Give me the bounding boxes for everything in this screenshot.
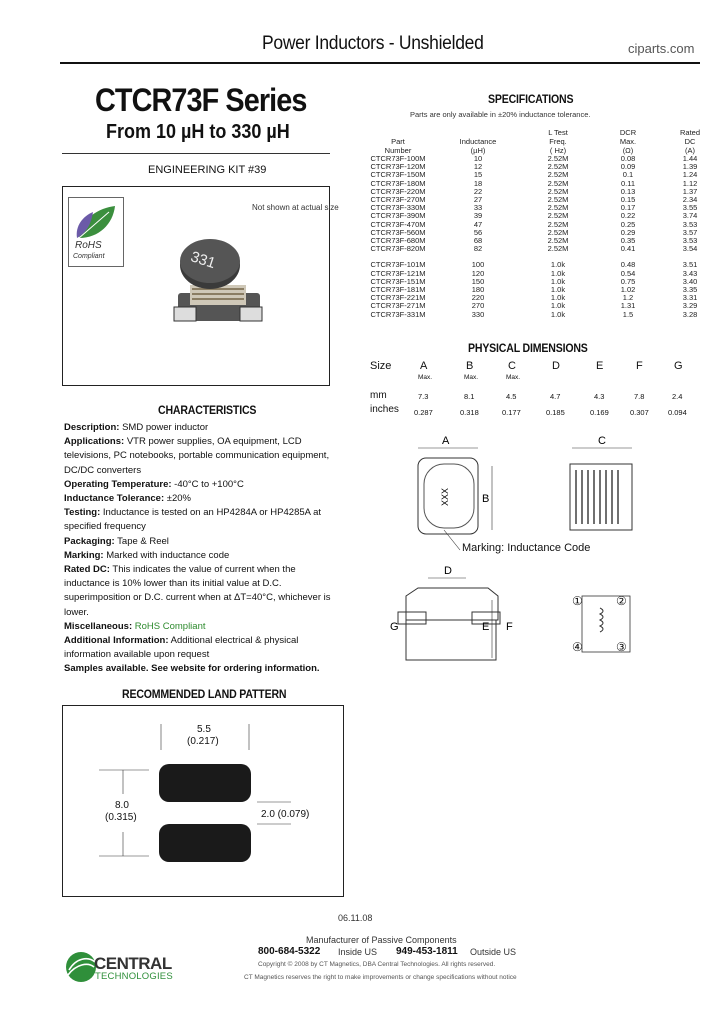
spec-cell: 0.48 (620, 260, 636, 270)
tolerance-note: Parts are only available in ±20% inductance tolerance. (410, 110, 591, 119)
characteristic-value: SMD power inductor (122, 422, 209, 433)
spec-cell: 2.52M (547, 178, 569, 188)
spec-column-header: Max. (619, 137, 637, 146)
rohs-badge (68, 197, 124, 267)
spec-cell: 1.0k (550, 276, 566, 286)
spec-cell: CTCR73F-820M (370, 244, 426, 254)
characteristic-value: Additional electrical & physical information available upon request (64, 635, 299, 661)
spec-cell: 0.15 (620, 195, 636, 205)
svg-text:C: C (598, 435, 606, 447)
spec-column-header: L Test (548, 128, 568, 137)
spec-cell: 68 (473, 236, 483, 246)
copyright: Copyright © 2008 by CT Magnetics, DBA Central Technologies. All rights reserved. (258, 961, 496, 968)
side-view-drawing (562, 432, 642, 532)
spec-cell: 3.35 (682, 285, 698, 295)
spec-cell: 0.11 (620, 178, 636, 188)
central-logo-icon (64, 950, 98, 984)
size-label: Size (370, 360, 392, 372)
not-shown-note: Not shown at actual size (252, 203, 339, 212)
spec-cell: 220 (471, 293, 485, 303)
spec-cell: 150 (471, 276, 485, 286)
spec-cell: 2.52M (547, 195, 569, 205)
mm-value: 4.7 (550, 392, 561, 401)
characteristic-item (64, 620, 332, 634)
spec-column-header: Freq. (549, 137, 567, 146)
spec-cell: 3.51 (682, 260, 698, 270)
spec-cell: 2.52M (547, 186, 569, 196)
spec-cell: 15 (473, 170, 483, 180)
inch-value: 0.094 (668, 408, 687, 417)
spec-cell: 330 (471, 309, 485, 319)
characteristic-label: Additional Information: (64, 635, 169, 647)
specifications-table (362, 128, 718, 319)
characteristic-value: Inductance is tested on an HP4284A or HP4285A at specified frequency (64, 507, 322, 533)
characteristic-value: This indicates the value of current when the inductance is 10% lower than its initial value at D.C. superimposition or D.C. current when at ΔT=40°C, whichever is lower. (64, 564, 331, 618)
spec-cell: CTCR73F-150M (370, 170, 426, 180)
spec-cell: 1.0k (550, 309, 566, 319)
spec-column-header: Part (391, 137, 405, 146)
spec-row (362, 245, 718, 257)
spec-cell: 1.0k (550, 268, 566, 278)
document-title: Power Inductors - Unshielded (262, 33, 484, 54)
svg-text:G: G (390, 621, 399, 633)
inch-value: 0.169 (590, 408, 609, 417)
characteristic-value: VTR power supplies, OA equipment, LCD televisions, PC notebooks, portable communication equipment, DC/DC converters (64, 436, 330, 476)
spec-cell: CTCR73F-121M (370, 268, 426, 278)
inch-value: 0.307 (630, 408, 649, 417)
spec-cell: 0.22 (620, 211, 636, 221)
manufacturer-line: Manufacturer of Passive Components (306, 935, 457, 945)
characteristic-item (64, 421, 332, 435)
characteristic-item (64, 492, 332, 506)
spec-cell: 1.02 (620, 285, 636, 295)
physical-dimensions-heading: PHYSICAL DIMENSIONS (468, 341, 588, 355)
characteristic-label: Rated DC: (64, 564, 110, 576)
xxx-marking: XXX (440, 487, 450, 506)
characteristic-item (64, 563, 332, 620)
spec-column-header: DCR (619, 128, 637, 137)
pin-4-label: ④ (572, 640, 583, 654)
characteristic-item (64, 634, 332, 662)
spec-cell: 1.0k (550, 285, 566, 295)
spec-cell: 0.09 (620, 162, 636, 172)
spec-column-header: (µH) (470, 146, 486, 155)
max-label: Max. (418, 374, 433, 381)
spec-cell: CTCR73F-181M (370, 285, 426, 295)
engineering-kit: ENGINEERING KIT #39 (148, 164, 267, 176)
spec-cell: 180 (471, 285, 485, 295)
land-width-mm: 5.5 (197, 724, 211, 735)
inch-value: 0.177 (502, 408, 521, 417)
spec-column-header (434, 128, 522, 137)
svg-text:F: F (506, 621, 513, 633)
site-link[interactable]: ciparts.com (628, 41, 695, 56)
characteristic-value: Tape & Reel (117, 535, 169, 547)
dimension-column: F (636, 360, 643, 372)
svg-text:E: E (482, 621, 490, 633)
characteristic-label: Operating Temperature: (64, 478, 172, 490)
spec-cell: 2.52M (547, 203, 569, 213)
spec-column-header: Number (384, 146, 412, 155)
spec-cell: 1.37 (682, 186, 698, 196)
spec-cell: 3.53 (682, 219, 698, 229)
series-title: CTCR73F Series (95, 82, 307, 118)
spec-column-header (362, 128, 434, 137)
inches-label: inches (370, 404, 399, 415)
characteristic-value: ±20% (166, 493, 192, 505)
spec-cell: 2.52M (547, 244, 569, 254)
spec-cell: 82 (473, 244, 483, 254)
spec-cell: 3.28 (682, 309, 698, 319)
spec-cell: 1.0k (550, 260, 566, 270)
mm-value: 4.3 (594, 392, 605, 401)
inductor-marking: 331 (188, 248, 218, 273)
spec-column-header: (A) (685, 146, 695, 155)
characteristics-heading: CHARACTERISTICS (158, 403, 257, 417)
inside-us-label: Inside US (338, 947, 378, 957)
inch-value: 0.185 (546, 408, 565, 417)
spec-cell: 0.08 (620, 154, 636, 163)
spec-cell: CTCR73F-120M (370, 162, 426, 172)
physical-dimensions-table (370, 358, 700, 418)
characteristic-item (64, 549, 332, 563)
dimension-column: C (508, 360, 516, 372)
characteristic-item (64, 662, 332, 676)
svg-text:A: A (442, 435, 450, 447)
spec-column-header: ( Hz) (549, 146, 567, 155)
spec-cell: 12 (473, 162, 483, 172)
spec-cell: 0.1 (622, 170, 634, 180)
spec-cell: CTCR73F-100M (370, 154, 426, 163)
mm-label: mm (370, 390, 387, 401)
land-height-mm: 8.0 (115, 800, 129, 811)
characteristic-item (64, 535, 332, 549)
spec-cell: 3.53 (682, 236, 698, 246)
spec-cell: 2.52M (547, 170, 569, 180)
dimension-column: G (674, 360, 683, 372)
spec-cell: 1.0k (550, 293, 566, 303)
spec-cell: 1.12 (682, 178, 698, 188)
spec-cell: 2.52M (547, 154, 569, 163)
svg-text:B: B (482, 493, 490, 505)
characteristic-label: Inductance Tolerance: (64, 493, 165, 505)
spec-cell: 2.52M (547, 162, 569, 172)
spec-cell: CTCR73F-470M (370, 219, 426, 229)
disclaimer: CT Magnetics reserves the right to make improvements or change specifications without notice (244, 974, 517, 981)
logo-central: CENTRAL (94, 954, 172, 973)
spec-row (362, 311, 718, 319)
spec-cell: 3.74 (682, 211, 698, 221)
characteristic-value: RoHS Compliant (134, 620, 206, 632)
spec-cell: CTCR73F-271M (370, 301, 426, 311)
characteristics-list (64, 421, 332, 677)
pin-2-label: ② (616, 594, 627, 608)
characteristic-item (64, 435, 332, 478)
spec-cell: 100 (471, 260, 485, 270)
characteristic-label: Marking: (64, 549, 104, 561)
characteristic-label: Description: (64, 422, 120, 433)
land-gap: 2.0 (0.079) (261, 809, 310, 820)
spec-cell: 1.31 (620, 301, 636, 311)
spec-cell: 0.75 (620, 276, 636, 286)
spec-cell: CTCR73F-270M (370, 195, 426, 205)
max-label: Max. (464, 374, 479, 381)
spec-cell: 0.25 (620, 219, 636, 229)
spec-cell: 0.54 (620, 268, 636, 278)
land-height-in: (0.315) (105, 812, 137, 823)
spec-cell: 3.57 (682, 227, 698, 237)
spec-cell: CTCR73F-221M (370, 293, 426, 303)
spec-cell: 3.55 (682, 203, 698, 213)
spec-cell: CTCR73F-560M (370, 227, 426, 237)
spec-cell: 56 (473, 227, 483, 237)
spec-cell: CTCR73F-180M (370, 178, 426, 188)
mm-value: 8.1 (464, 392, 475, 401)
characteristic-value: Marked with inductance code (106, 549, 230, 561)
spec-cell: 0.35 (620, 236, 636, 246)
phone-inside-us: 800-684-5322 (258, 946, 321, 957)
spec-cell: 1.2 (622, 293, 634, 303)
characteristic-value: -40°C to +100°C (174, 478, 244, 490)
spec-column-header: Rated (679, 128, 700, 137)
specifications-heading: SPECIFICATIONS (488, 92, 574, 106)
spec-cell: CTCR73F-680M (370, 236, 426, 246)
pin-3-label: ③ (616, 640, 627, 654)
spec-column-header: Inductance (459, 137, 497, 146)
land-pattern-heading: RECOMMENDED LAND PATTERN (122, 687, 287, 701)
land-width-in: (0.217) (187, 736, 219, 747)
characteristic-item (64, 478, 332, 492)
characteristic-label: Miscellaneous: (64, 620, 133, 632)
pin-1-label: ① (572, 594, 583, 608)
spec-cell: 1.0k (550, 301, 566, 311)
spec-cell: 0.13 (620, 186, 636, 196)
inch-value: 0.318 (460, 408, 479, 417)
spec-cell: 18 (473, 178, 483, 188)
spec-cell: 2.52M (547, 211, 569, 221)
inductance-range: From 10 µH to 330 µH (106, 121, 290, 143)
spec-cell: 0.17 (620, 203, 636, 213)
inductor-photo (168, 235, 268, 335)
spec-cell: 2.52M (547, 227, 569, 237)
spec-cell: 3.31 (682, 293, 698, 303)
spec-cell: 3.40 (682, 276, 698, 286)
spec-cell: 2.34 (682, 195, 698, 205)
characteristic-label: Applications: (64, 436, 125, 448)
spec-cell: 1.39 (682, 162, 698, 172)
spec-cell: 270 (471, 301, 485, 311)
spec-cell: CTCR73F-151M (370, 276, 426, 286)
marking-note: Marking: Inductance Code (462, 542, 591, 554)
rohs-compliant-text: Compliant (73, 253, 105, 260)
spec-cell: 1.5 (622, 309, 634, 319)
spec-cell: 3.54 (682, 244, 698, 254)
spec-cell: 1.24 (682, 170, 698, 180)
dimension-column: A (420, 360, 428, 372)
characteristic-label: Samples available. See website for ordering information. (64, 663, 320, 675)
spec-cell: 1.44 (682, 154, 698, 163)
spec-cell: 0.41 (620, 244, 636, 254)
mm-value: 7.3 (418, 392, 429, 401)
spec-cell: 2.52M (547, 236, 569, 246)
spec-cell: CTCR73F-331M (370, 309, 426, 319)
max-label: Max. (506, 374, 521, 381)
spec-cell: 3.29 (682, 301, 698, 311)
spec-row (362, 257, 718, 269)
svg-text:D: D (444, 565, 452, 577)
characteristic-item (64, 506, 332, 534)
logo-technologies: TECHNOLOGIES (95, 971, 173, 982)
revision-date: 06.11.08 (338, 913, 373, 923)
mm-value: 4.5 (506, 392, 517, 401)
mm-value: 2.4 (672, 392, 683, 401)
dimension-column: B (466, 360, 474, 372)
land-pattern-box (62, 705, 344, 897)
spec-cell: CTCR73F-330M (370, 203, 426, 213)
spec-column-header: (Ω) (622, 146, 634, 155)
spec-cell: 22 (473, 186, 483, 196)
spec-cell: 3.43 (682, 268, 698, 278)
title-rule (62, 153, 330, 154)
rohs-text: RoHS (75, 240, 102, 251)
inch-value: 0.287 (414, 408, 433, 417)
spec-cell: CTCR73F-220M (370, 186, 426, 196)
dimension-column: E (596, 360, 604, 372)
spec-cell: 10 (473, 154, 483, 163)
spec-cell: CTCR73F-390M (370, 211, 426, 221)
header-rule (60, 62, 700, 64)
spec-cell: CTCR73F-101M (370, 260, 426, 270)
phone-outside-us: 949-453-1811 (396, 946, 458, 957)
spec-cell: 47 (473, 219, 483, 229)
spec-column-header: DC (684, 137, 696, 146)
outside-us-label: Outside US (470, 947, 517, 957)
dimension-column: D (552, 360, 560, 372)
spec-cell: 33 (473, 203, 483, 213)
spec-cell: 39 (473, 211, 483, 221)
spec-cell: 27 (473, 195, 483, 205)
characteristic-label: Packaging: (64, 535, 115, 547)
mm-value: 7.8 (634, 392, 645, 401)
front-view-drawing (388, 560, 528, 668)
spec-cell: 120 (471, 268, 485, 278)
characteristic-label: Testing: (64, 507, 101, 519)
spec-cell: 0.29 (620, 227, 636, 237)
spec-cell: 2.52M (547, 219, 569, 229)
